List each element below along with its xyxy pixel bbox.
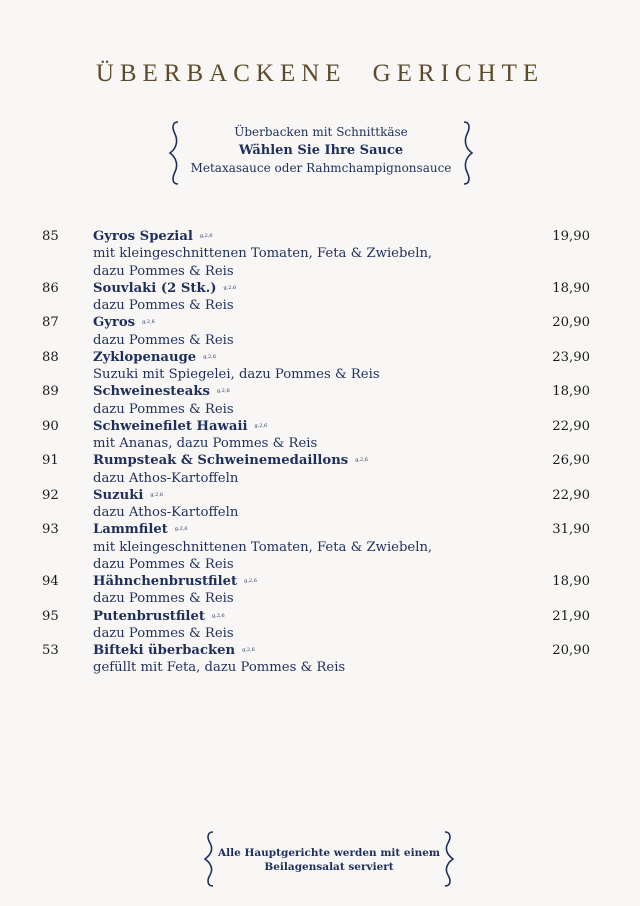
item-number: 89	[42, 384, 59, 400]
item-description: dazu Pommes & Reis	[93, 298, 234, 314]
item-name-line	[93, 608, 592, 625]
menu-item	[42, 280, 592, 315]
item-price: 18,90	[552, 280, 590, 296]
item-number: 94	[42, 574, 59, 590]
item-price: 20,90	[552, 643, 590, 659]
menu-item	[42, 349, 592, 384]
menu-item	[42, 452, 592, 487]
item-description: dazu Pommes & Reis	[93, 263, 234, 279]
allergen-note: g,2,6	[242, 647, 255, 654]
item-number: 90	[42, 418, 59, 434]
menu-item	[42, 521, 592, 573]
item-number: 93	[42, 522, 59, 538]
item-name-line	[93, 452, 592, 469]
menu-list	[42, 228, 592, 677]
item-price: 18,90	[552, 384, 590, 400]
info-line-sauce-choice: Wählen Sie Ihre Sauce	[238, 143, 404, 158]
allergen-note: g,2,6	[254, 422, 268, 429]
item-name-line	[93, 487, 592, 504]
menu-item	[42, 314, 592, 349]
info-text	[168, 124, 474, 177]
item-price: 21,90	[552, 608, 590, 624]
menu-item	[42, 573, 592, 608]
item-name-line	[93, 383, 592, 400]
item-number: 85	[42, 229, 59, 244]
page-title-word2: GERICHTE	[372, 60, 545, 87]
menu-item	[42, 418, 592, 453]
item-number: 86	[42, 280, 59, 296]
menu-item	[42, 228, 592, 280]
menu-item	[42, 608, 592, 643]
item-number: 91	[42, 453, 59, 469]
allergen-note: g,2,6	[355, 457, 368, 464]
item-price: 31,90	[552, 522, 590, 538]
footer-note	[203, 846, 455, 874]
item-description: dazu Athos-Kartoffeln	[93, 505, 239, 521]
info-line-cheese: Überbacken mit Schnittkäse	[234, 125, 408, 139]
menu-item	[42, 383, 592, 418]
item-description: dazu Pommes & Reis	[93, 591, 234, 607]
allergen-note: g,2,6	[216, 388, 230, 395]
item-description: mit kleingeschnittenen Tomaten, Feta & Zwiebeln,	[93, 539, 433, 555]
item-name-line	[93, 573, 592, 590]
item-description: dazu Pommes & Reis	[93, 332, 234, 348]
allergen-note: g,2,6	[203, 353, 216, 360]
item-name: Gyros	[93, 315, 136, 331]
item-name: Schweinefilet Hawaii	[93, 418, 248, 434]
item-name-line	[93, 314, 592, 331]
allergen-note: g,2,6	[142, 319, 155, 326]
item-name-line	[93, 280, 592, 297]
item-name-line	[93, 228, 592, 245]
allergen-note: g,2,6	[244, 578, 257, 585]
item-price: 23,90	[552, 349, 590, 365]
footer-line-2: Beilagensalat serviert	[264, 861, 394, 873]
allergen-note: g,2,6	[150, 491, 164, 498]
item-name: Souvlaki (2 Stk.)	[93, 280, 217, 296]
menu-item	[42, 642, 592, 677]
footer-note-box	[203, 830, 455, 888]
item-number: 95	[42, 608, 59, 624]
item-name: Bifteki überbacken	[93, 643, 236, 659]
footer-line-1: Alle Hauptgerichte werden mit einem	[217, 847, 441, 859]
item-name: Putenbrustfilet	[93, 608, 205, 624]
page-title-word1: ÜBERBACKENE	[95, 60, 347, 87]
item-price: 26,90	[552, 453, 590, 469]
item-price: 19,90	[552, 229, 590, 244]
info-line-sauces: Metaxasauce oder Rahmchampignonsauce	[190, 161, 452, 175]
item-name-line	[93, 521, 592, 538]
item-name: Suzuki	[93, 487, 144, 503]
item-description: mit Ananas, dazu Pommes & Reis	[93, 436, 318, 452]
item-name: Hähnchenbrustfilet	[93, 574, 238, 590]
allergen-note: g,2,6	[211, 612, 225, 619]
allergen-note: g,2,6	[199, 233, 213, 239]
item-description: gefüllt mit Feta, dazu Pommes & Reis	[93, 660, 346, 676]
item-name: Gyros Spezial	[93, 229, 193, 245]
item-number: 88	[42, 349, 59, 365]
item-name: Lammfilet	[93, 522, 168, 538]
menu-item	[42, 487, 592, 522]
page-title	[0, 60, 640, 88]
item-number: 87	[42, 315, 59, 331]
item-name-line	[93, 418, 592, 435]
item-description: dazu Pommes & Reis	[93, 401, 234, 417]
item-number: 53	[42, 643, 59, 659]
allergen-note: g,2,6	[174, 526, 188, 533]
item-number: 92	[42, 487, 59, 503]
info-box	[168, 120, 474, 186]
item-description: dazu Pommes & Reis	[93, 556, 234, 572]
item-name-line	[93, 642, 592, 659]
item-name: Zyklopenauge	[93, 349, 197, 365]
item-name: Rumpsteak & Schweinemedaillons	[93, 453, 349, 469]
item-description: dazu Athos-Kartoffeln	[93, 470, 239, 486]
item-description: Suzuki mit Spiegelei, dazu Pommes & Reis	[93, 367, 380, 383]
item-description: dazu Pommes & Reis	[93, 625, 234, 641]
item-price: 22,90	[552, 418, 590, 434]
allergen-note: g,2,6	[223, 284, 237, 291]
item-price: 18,90	[552, 574, 590, 590]
item-price: 20,90	[552, 315, 590, 331]
item-price: 22,90	[552, 487, 590, 503]
item-name: Schweinesteaks	[93, 384, 210, 400]
item-name-line	[93, 349, 592, 366]
item-description: mit kleingeschnittenen Tomaten, Feta & Zwiebeln,	[93, 246, 433, 262]
